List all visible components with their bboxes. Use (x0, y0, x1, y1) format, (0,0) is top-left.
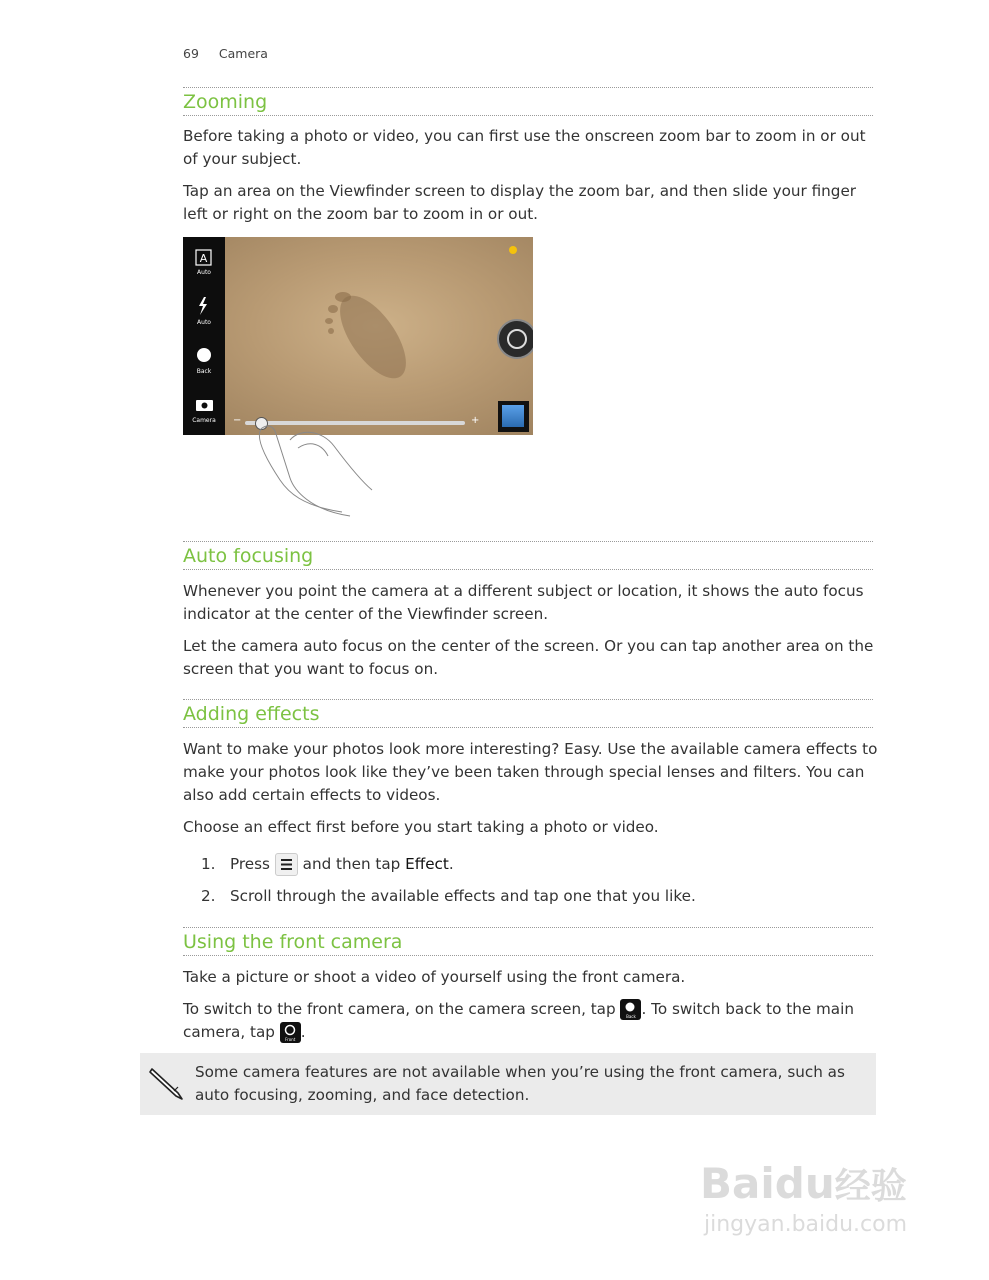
step-text: Scroll through the available effects and tap one that you like. (230, 887, 696, 905)
step-text-tap: and then tap (302, 855, 401, 873)
section-title-auto-focusing: Auto focusing (183, 545, 314, 567)
step-number: 1. (201, 855, 216, 873)
back-camera-switch-icon (620, 999, 641, 1020)
footprint-illustration (183, 237, 533, 435)
viewfinder-sidebar (183, 237, 225, 435)
gallery-thumbnail[interactable] (498, 401, 529, 432)
flash-mode-label[interactable]: Auto (197, 269, 211, 276)
camera-mode-label[interactable]: Camera (192, 417, 216, 424)
section-divider (183, 727, 873, 728)
auto-focusing-paragraph-1: Whenever you point the camera at a different subject or location, it shows the auto focus indicator at the center of the Viewfinder screen. (183, 582, 864, 623)
list-item (201, 885, 861, 908)
menu-icon (275, 853, 298, 876)
section-divider (183, 87, 873, 88)
page-number: 69 (183, 46, 199, 61)
watermark (700, 1150, 940, 1250)
section-divider (183, 541, 873, 542)
switch-camera-label[interactable]: Back (196, 368, 212, 375)
section-divider (183, 699, 873, 700)
zoom-in-icon[interactable]: + (471, 415, 480, 426)
effect-menu-label: Effect (405, 855, 449, 873)
list-item (201, 853, 861, 876)
effects-paragraph-2: Choose an effect first before you start taking a photo or video. (183, 818, 659, 836)
shutter-button[interactable] (497, 319, 533, 359)
section-divider (183, 115, 873, 116)
section-title-adding-effects: Adding effects (183, 703, 320, 725)
pencil-icon (148, 1063, 188, 1103)
front-camera-paragraph-2 (183, 998, 878, 1044)
section-divider (183, 927, 873, 928)
effects-paragraph-1: Want to make your photos look more interesting? Easy. Use the available camera effects to make your photos look like they’ve been taken through special lenses and filters. You can also add certain effects to videos. (183, 740, 878, 804)
front-camera-text-c: . (300, 1023, 306, 1041)
step-text-press: Press (230, 855, 270, 873)
page-header (183, 46, 284, 61)
note-text: Some camera features are not available when you’re using the front camera, such as auto focusing, zooming, and face detection. (195, 1063, 845, 1104)
flash-label[interactable]: Auto (197, 319, 211, 326)
watermark-logo: Baidu经验 (700, 1159, 907, 1208)
front-camera-paragraph-1: Take a picture or shoot a video of yourself using the front camera. (183, 968, 686, 986)
auto-focusing-paragraph-2: Let the camera auto focus on the center of the screen. Or you can tap another area on the screen that you want to focus on. (183, 637, 874, 678)
zooming-paragraph-2: Tap an area on the Viewfinder screen to display the zoom bar, and then slide your finger left or right on the zoom bar to zoom in or out. (183, 182, 857, 223)
step-number: 2. (201, 887, 216, 905)
note-box (140, 1053, 876, 1115)
front-camera-text-a: To switch to the front camera, on the camera screen, tap (183, 1000, 616, 1018)
step-text-end: . (448, 855, 454, 873)
front-camera-text-b: . To switch back to the main camera, tap (183, 1000, 854, 1041)
finger-hand-illustration (250, 420, 390, 520)
section-divider (183, 955, 873, 956)
front-icon-label: Front (285, 1037, 296, 1042)
section-title-front-camera: Using the front camera (183, 931, 403, 953)
chapter-name: Camera (218, 46, 268, 61)
zoom-out-icon[interactable]: − (233, 415, 242, 426)
back-icon-label: Back (626, 1014, 636, 1019)
watermark-url: jingyan.baidu.com (704, 1212, 908, 1237)
section-title-zooming: Zooming (183, 91, 268, 113)
svg-text:A: A (199, 252, 208, 265)
viewfinder-screenshot (183, 237, 533, 435)
zooming-paragraph-1: Before taking a photo or video, you can first use the onscreen zoom bar to zoom in or out of your subject. (183, 127, 866, 168)
section-divider (183, 569, 873, 570)
front-camera-switch-icon (280, 1022, 301, 1043)
